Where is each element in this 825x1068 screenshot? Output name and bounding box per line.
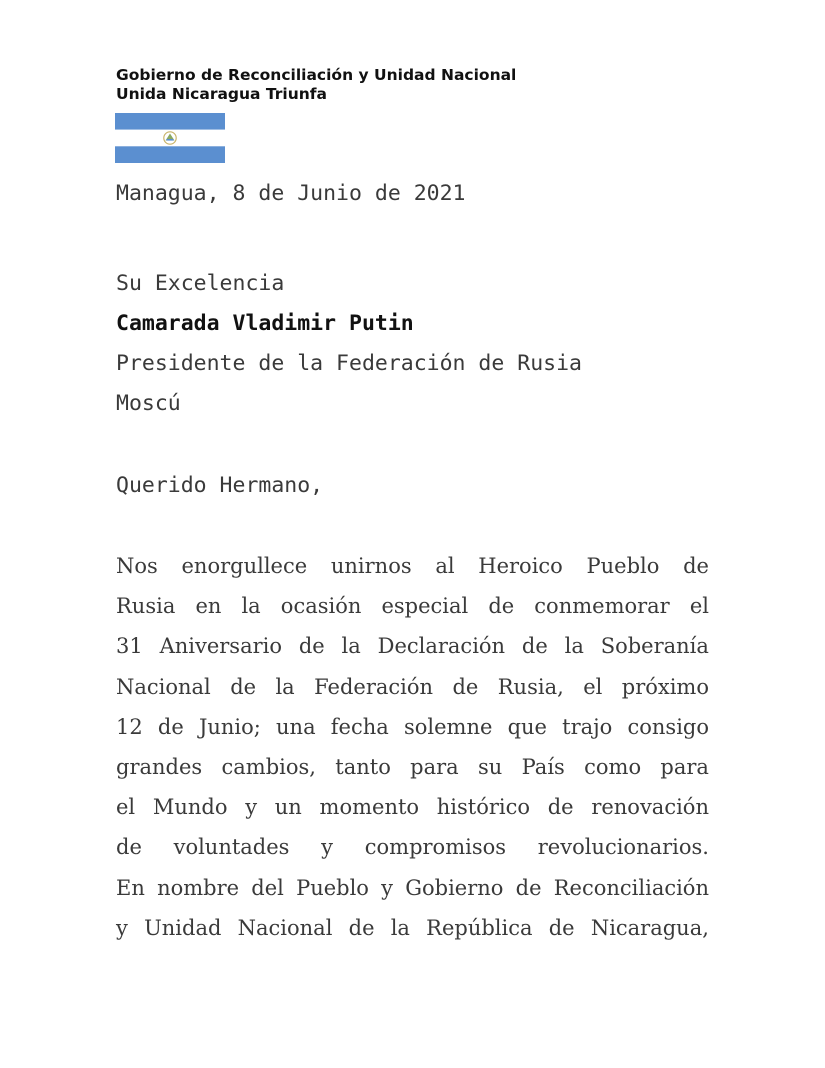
body-line: Rusia en la ocasión especial de conmemorar el [116,594,709,619]
body-line: de voluntades y compromisos revolucionarios. [116,835,709,860]
body-line: 31 Aniversario de la Declaración de la Soberanía [116,634,709,659]
letterhead-government-name: Gobierno de Reconciliación y Unidad Nacional [116,66,517,84]
body-line: Nacional de la Federación de Rusia, el próximo [116,674,709,699]
letterhead-slogan: Unida Nicaragua Triunfa [116,85,328,103]
addressee-city: Moscú [116,391,181,416]
nicaragua-flag-icon [115,113,225,163]
addressee-title: Su Excelencia [116,271,285,296]
addressee-position: Presidente de la Federación de Rusia [116,351,582,376]
salutation: Querido Hermano, [116,473,324,498]
body-line: el Mundo y un momento histórico de renovación [116,795,709,820]
body-line: En nombre del Pueblo y Gobierno de Reconciliación [116,875,709,900]
body-line: y Unidad Nacional de la República de Nicaragua, [116,915,709,940]
body-line: 12 de Junio; una fecha solemne que trajo consigo [116,714,709,739]
letter-date: Managua, 8 de Junio de 2021 [116,181,466,206]
addressee-name: Camarada Vladimir Putin [116,311,414,336]
addressee-block [116,270,582,430]
body-line: grandes cambios, tanto para su País como para [116,754,709,779]
body-line: Nos enorgullece unirnos al Heroico Pueblo de [116,554,709,578]
letterhead [116,66,516,104]
letter-body [116,551,709,953]
